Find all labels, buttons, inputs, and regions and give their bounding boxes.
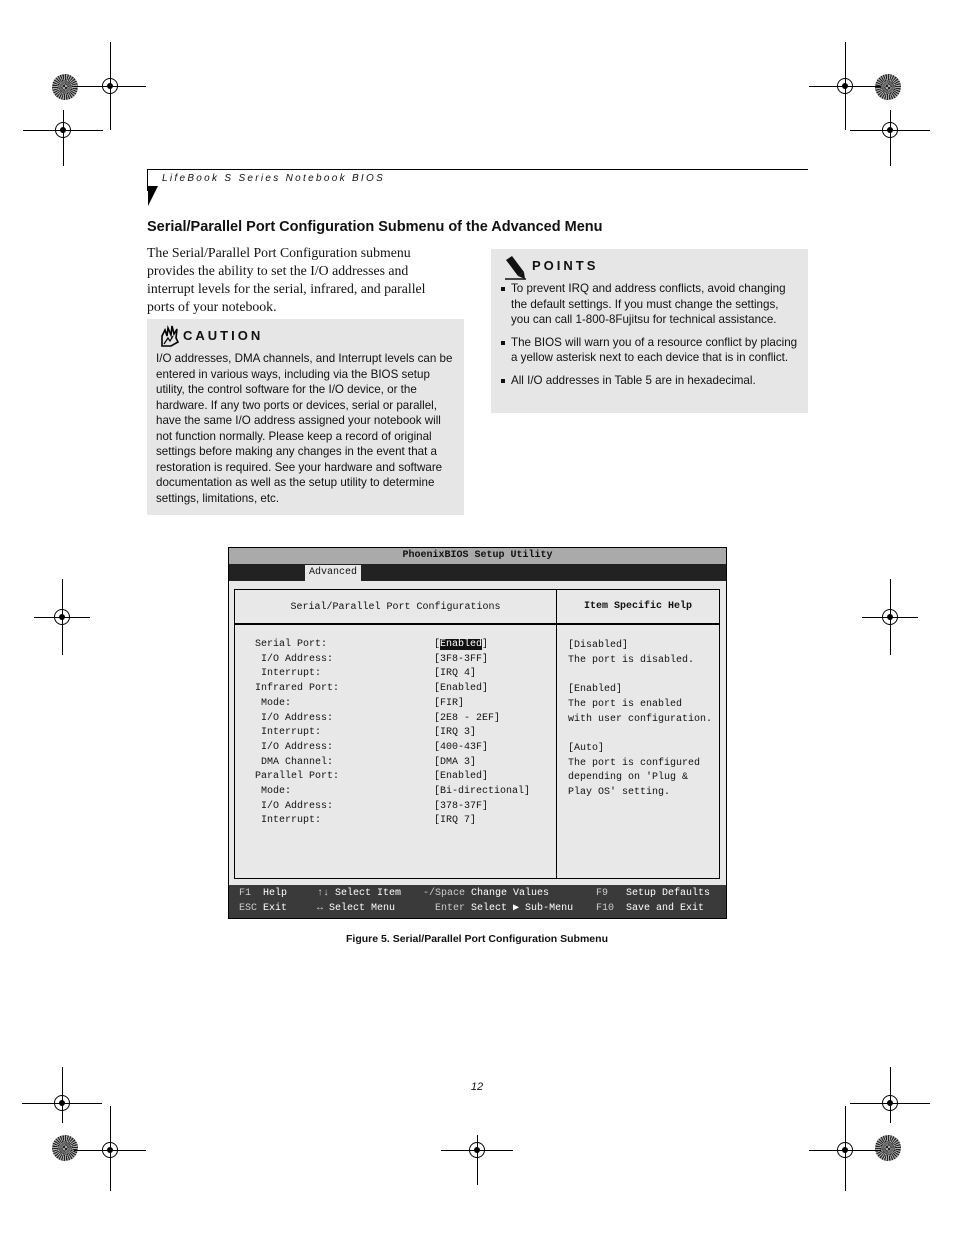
bios-footer-key: Enter Select ▶ Sub-Menu	[435, 903, 574, 914]
bios-menu-tab-advanced[interactable]: Advanced	[305, 565, 361, 581]
bios-help-line: Play OS' setting.	[568, 787, 671, 798]
bios-setting-label: Interrupt:	[261, 815, 322, 827]
caution-hand-icon	[159, 324, 181, 348]
bios-setting-label: DMA Channel:	[261, 756, 334, 768]
bios-setting-label: I/O Address:	[261, 741, 334, 753]
bios-menu-bar	[229, 564, 726, 581]
points-item: All I/O addresses in Table 5 are in hexadecimal.	[499, 373, 799, 389]
bios-footer-key: F10 Save and Exit	[596, 903, 705, 914]
bios-setting-value[interactable]: [Bi-directional]	[434, 786, 531, 797]
bios-setting-value[interactable]: [400-43F]	[434, 741, 489, 753]
bios-key-legend	[229, 885, 726, 918]
bios-help-line: with user configuration.	[568, 713, 713, 725]
bios-footer-key: F1 Help	[239, 888, 288, 899]
bios-footer-key: F9 Setup Defaults	[596, 888, 711, 899]
running-header: LifeBook S Series Notebook BIOS	[162, 173, 386, 184]
header-wedge	[148, 186, 158, 206]
bios-help-line: [Auto]	[568, 742, 605, 754]
bios-setting-value[interactable]: [3F8-3FF]	[434, 653, 489, 665]
bios-help-line: The port is enabled	[568, 698, 683, 710]
bios-footer-key: -/Space Change Values	[423, 888, 550, 899]
bios-setting-value[interactable]: [Enabled]	[434, 683, 489, 695]
bios-setting-value[interactable]: [FIR]	[434, 697, 465, 709]
bios-help-line: The port is configured	[568, 757, 701, 769]
bios-setting-value[interactable]: [Enabled]	[434, 771, 489, 783]
bios-setting-label: I/O Address:	[261, 653, 334, 665]
points-item: The BIOS will warn you of a resource conflict by placing a yellow asterisk next to each device that is in conflict.	[499, 335, 799, 366]
bios-setting-label: Mode:	[261, 697, 292, 709]
caution-body: I/O addresses, DMA channels, and Interrupt levels can be entered in various ways, including via the BIOS setup utility, the control software for the I/O device, or the hardware. If any two ports or devices, serial or parallel, have the same I/O address assigned your notebook will not function normally. Please keep a record of original settings before making any changes in the event that a restoration is required. See your hardware and software documentation as well as the setup utility to determine settings, limitations, etc.	[156, 352, 453, 505]
bios-setting-label: Interrupt:	[261, 668, 322, 680]
registration-disc-icon	[52, 1135, 78, 1161]
points-list	[499, 281, 799, 395]
bios-setting-label: Mode:	[261, 786, 292, 797]
intro-paragraph: The Serial/Parallel Port Configuration submenu provides the ability to set the I/O addresses and interrupt levels for the serial, infrared, and parallel ports of your notebook.	[147, 245, 426, 314]
bios-setting-label: Interrupt:	[261, 727, 322, 739]
bios-setting-value[interactable]: [IRQ 3]	[434, 727, 477, 739]
bios-footer-key: ↔ Select Menu	[317, 903, 396, 914]
bios-help-line: depending on 'Plug &	[568, 772, 689, 784]
bios-selected-value[interactable]: Enabled	[440, 639, 483, 650]
bios-footer-key: ↑↓ Select Item	[317, 888, 402, 899]
bios-setting-value[interactable]: [IRQ 7]	[434, 815, 477, 827]
registration-disc-icon	[875, 74, 901, 100]
figure-caption: Figure 5. Serial/Parallel Port Configuration Submenu	[346, 933, 608, 945]
header-rule	[148, 169, 808, 170]
registration-disc-icon	[52, 74, 78, 100]
bios-window-title: PhoenixBIOS Setup Utility	[229, 548, 726, 564]
bios-setting-value[interactable]: [DMA 3]	[434, 756, 477, 768]
bios-help-title: Item Specific Help	[557, 590, 719, 625]
bios-setting-label: Serial Port:	[255, 639, 328, 650]
bios-setting-label: Parallel Port:	[255, 771, 340, 783]
bios-screen	[228, 547, 727, 919]
bios-setting-label: I/O Address:	[261, 712, 334, 724]
points-item: To prevent IRQ and address conflicts, avoid changing the default settings. If you must change the settings, you can call 1-800-8Fujitsu for technical assistance.	[499, 281, 799, 328]
pencil-icon	[503, 254, 527, 280]
bios-setting-label: Infrared Port:	[255, 683, 340, 695]
bios-setting-value[interactable]: [IRQ 4]	[434, 668, 477, 680]
bios-settings-panel	[234, 589, 557, 879]
bios-help-panel	[556, 589, 720, 879]
caution-box	[147, 319, 464, 515]
points-box	[491, 249, 808, 413]
points-title: POINTS	[532, 258, 599, 273]
bios-setting-label: I/O Address:	[261, 800, 334, 812]
bios-help-line: [Enabled]	[568, 684, 623, 696]
page-number: 12	[470, 1081, 484, 1093]
bios-setting-value[interactable]: [378-37F]	[434, 800, 489, 812]
bios-help-line: [Disabled]	[568, 640, 629, 651]
bios-setting-value[interactable]: [Enabled]	[434, 639, 489, 650]
registration-disc-icon	[875, 1135, 901, 1161]
section-title: Serial/Parallel Port Configuration Submenu of the Advanced Menu	[147, 219, 603, 235]
bios-footer-key: ESC Exit	[239, 903, 288, 914]
bios-help-line: The port is disabled.	[568, 654, 695, 666]
caution-title: CAUTION	[183, 328, 264, 343]
bios-panel-title: Serial/Parallel Port Configurations	[235, 590, 556, 625]
bios-setting-value[interactable]: [2E8 - 2EF]	[434, 712, 501, 724]
